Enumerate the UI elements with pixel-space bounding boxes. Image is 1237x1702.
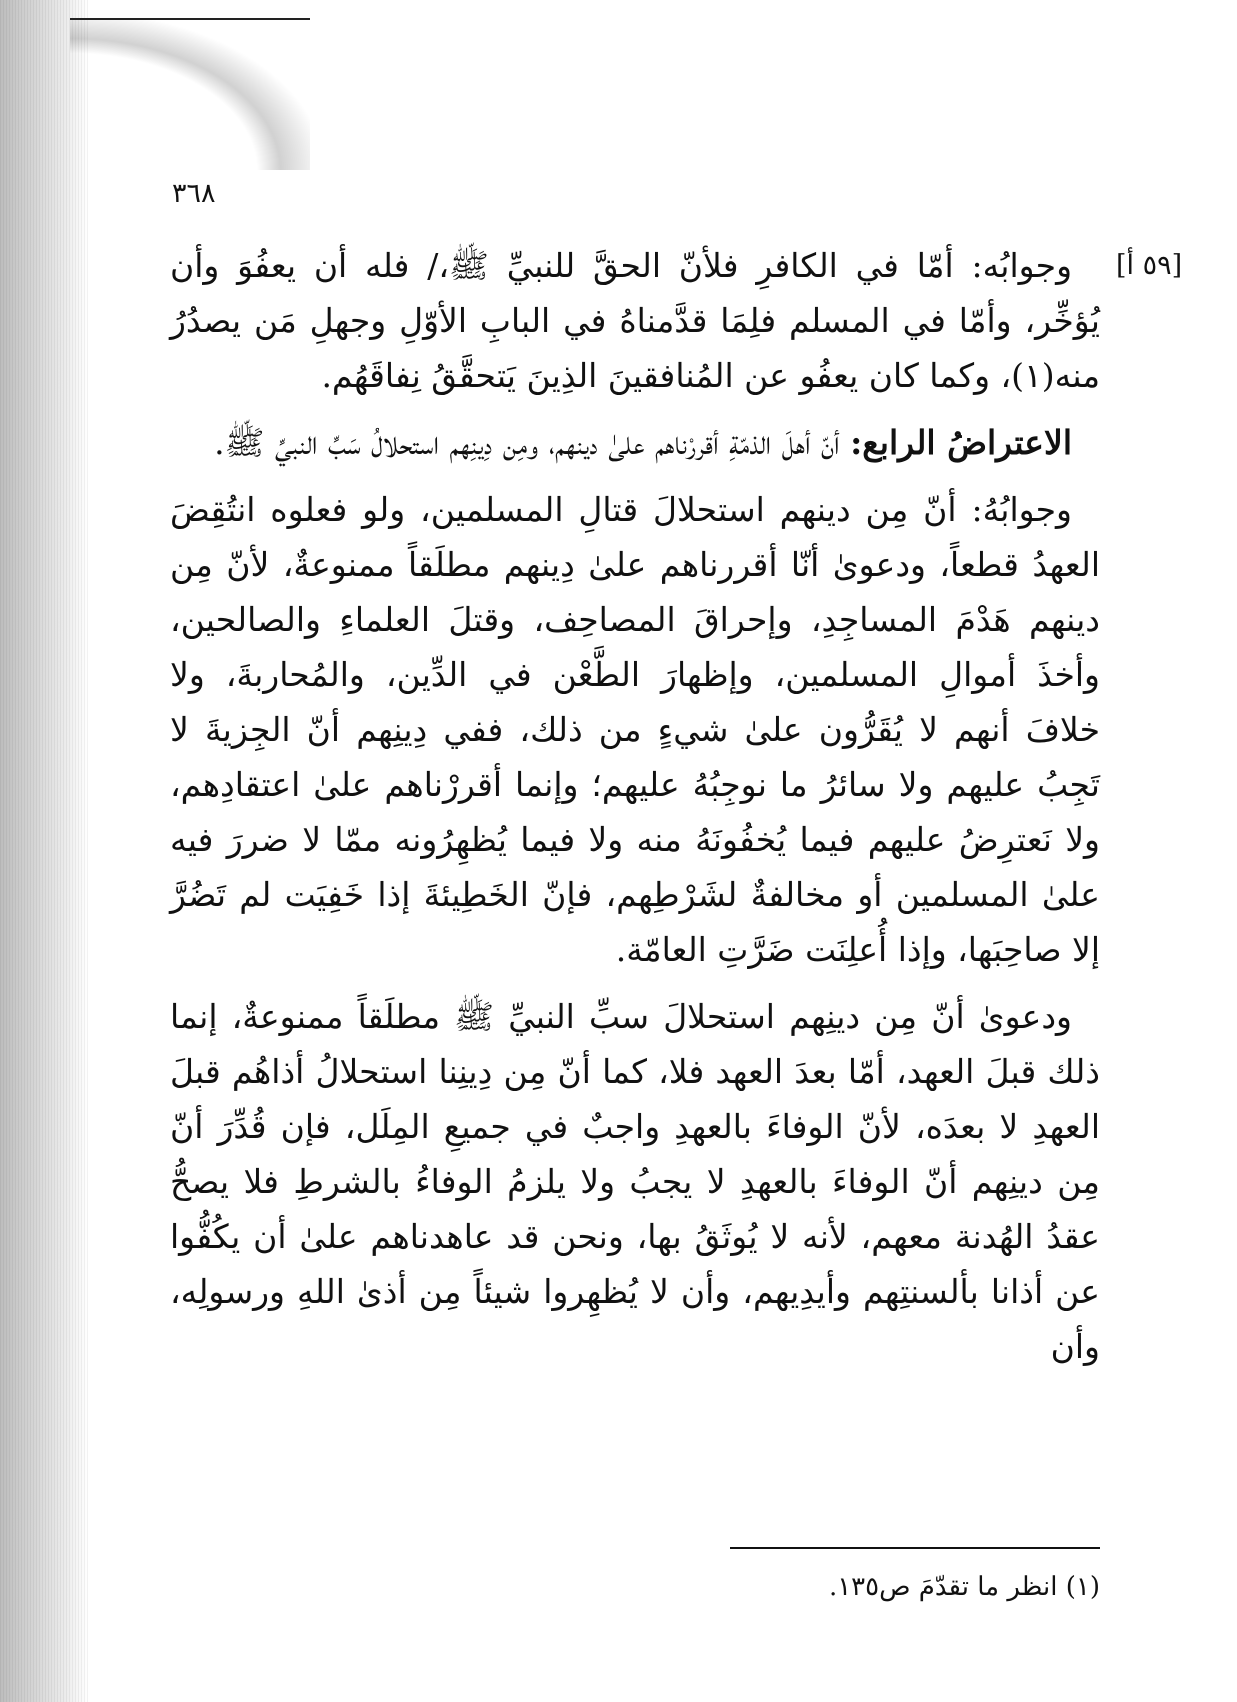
main-text	[170, 238, 1100, 1386]
objection-text: أنّ أهلَ الذمّةِ أقررْناهم علىٰ دينهم، ومِن دِينِهم استحلالُ سَبِّ النبيِّ ﷺ.	[214, 423, 851, 462]
folio-marker: [٥٩ أ]	[1116, 250, 1183, 281]
paragraph-objection-4	[170, 415, 1100, 470]
paragraph-answer-1: وجوابُه: أمّا في الكافرِ فلأنّ الحقَّ للنبيِّ ﷺ،/ فله أن يعفُوَ وأن يُؤخِّر، وأمّا في المسلم فلِمَا قدَّمناهُ في البابِ الأوّلِ وجهلِ مَن يصدُرُ منه(١)، وكما كان يعفُو عن المُنافقينَ الذِينَ يَتحقَّقُ نِفاقَهُم.	[170, 246, 1100, 395]
paragraph-answer-2: وجوابُهُ: أنّ مِن دينهم استحلالَ قتالِ المسلمين، ولو فعلوه انتُقِضَ العهدُ قطعاً، ودعوىٰ أنّا أقررناهم علىٰ دِينهم مطلَقاً ممنوعةٌ، لأنّ مِن دينهم هَدْمَ المساجِدِ، وإحراقَ المصاحِف، وقتلَ العلماءِ والصالحين، وأخذَ أموالِ المسلمين، وإظهارَ الطَّعْن في الدِّين، والمُحاربةَ، ولا خلافَ أنهم لا يُقَرُّون علىٰ شيءٍ من ذلك، ففي دِينِهم أنّ الجِزيةَ لا تَجِبُ عليهم ولا سائرُ ما نوجِبُهُ عليهم؛ وإنما أقررْناهم علىٰ اعتقادِهم، ولا نَعترِضُ عليهم فيما يُخفُونَهُ منه ولا فيما يُظهِرُونه ممّا لا ضررَ فيه علىٰ المسلمين أو مخالفةٌ لشَرْطِهم، فإنّ الخَطِيئةَ إذا خَفِيَت لم تَضُرَّ إلا صاحِبَها، وإذا أُعلِنَت ضَرَّتِ العامّة.	[170, 490, 1100, 969]
scan-margin-shadow	[0, 0, 88, 1702]
footnote-separator	[730, 1547, 1100, 1549]
objection-heading: الاعتراضُ الرابع:	[850, 423, 1072, 462]
page-number: ٣٦٨	[172, 178, 216, 209]
page-curl-shadow	[70, 18, 310, 170]
paragraph-claim-rebuttal: ودعوىٰ أنّ مِن دينِهم استحلالَ سبِّ النبيِّ ﷺ مطلَقاً ممنوعةٌ، إنما ذلك قبلَ العهد، أمّا بعدَ العهد فلا، كما أنّ مِن دِينِنا استحلالُ أذاهُم قبلَ العهدِ لا بعدَه، لأنّ الوفاءَ بالعهدِ واجبٌ في جميعِ المِلَل، فإن قُدِّرَ أنّ مِن دينِهم أنّ الوفاءَ بالعهدِ لا يجبُ ولا يلزمُ الوفاءُ بالشرطِ فلا يصحُّ عقدُ الهُدنة معهم، لأنه لا يُوثَقُ بها، ونحن قد عاهدناهم علىٰ أن يكُفُّوا عن أذانا بألسنتِهم وأيدِيهم، وأن لا يُظهِروا شيئاً مِن أذىٰ اللهِ ورسولِه، وأن	[170, 997, 1100, 1366]
footnote: (١) انظر ما تقدّمَ ص١٣٥.	[828, 1572, 1100, 1602]
